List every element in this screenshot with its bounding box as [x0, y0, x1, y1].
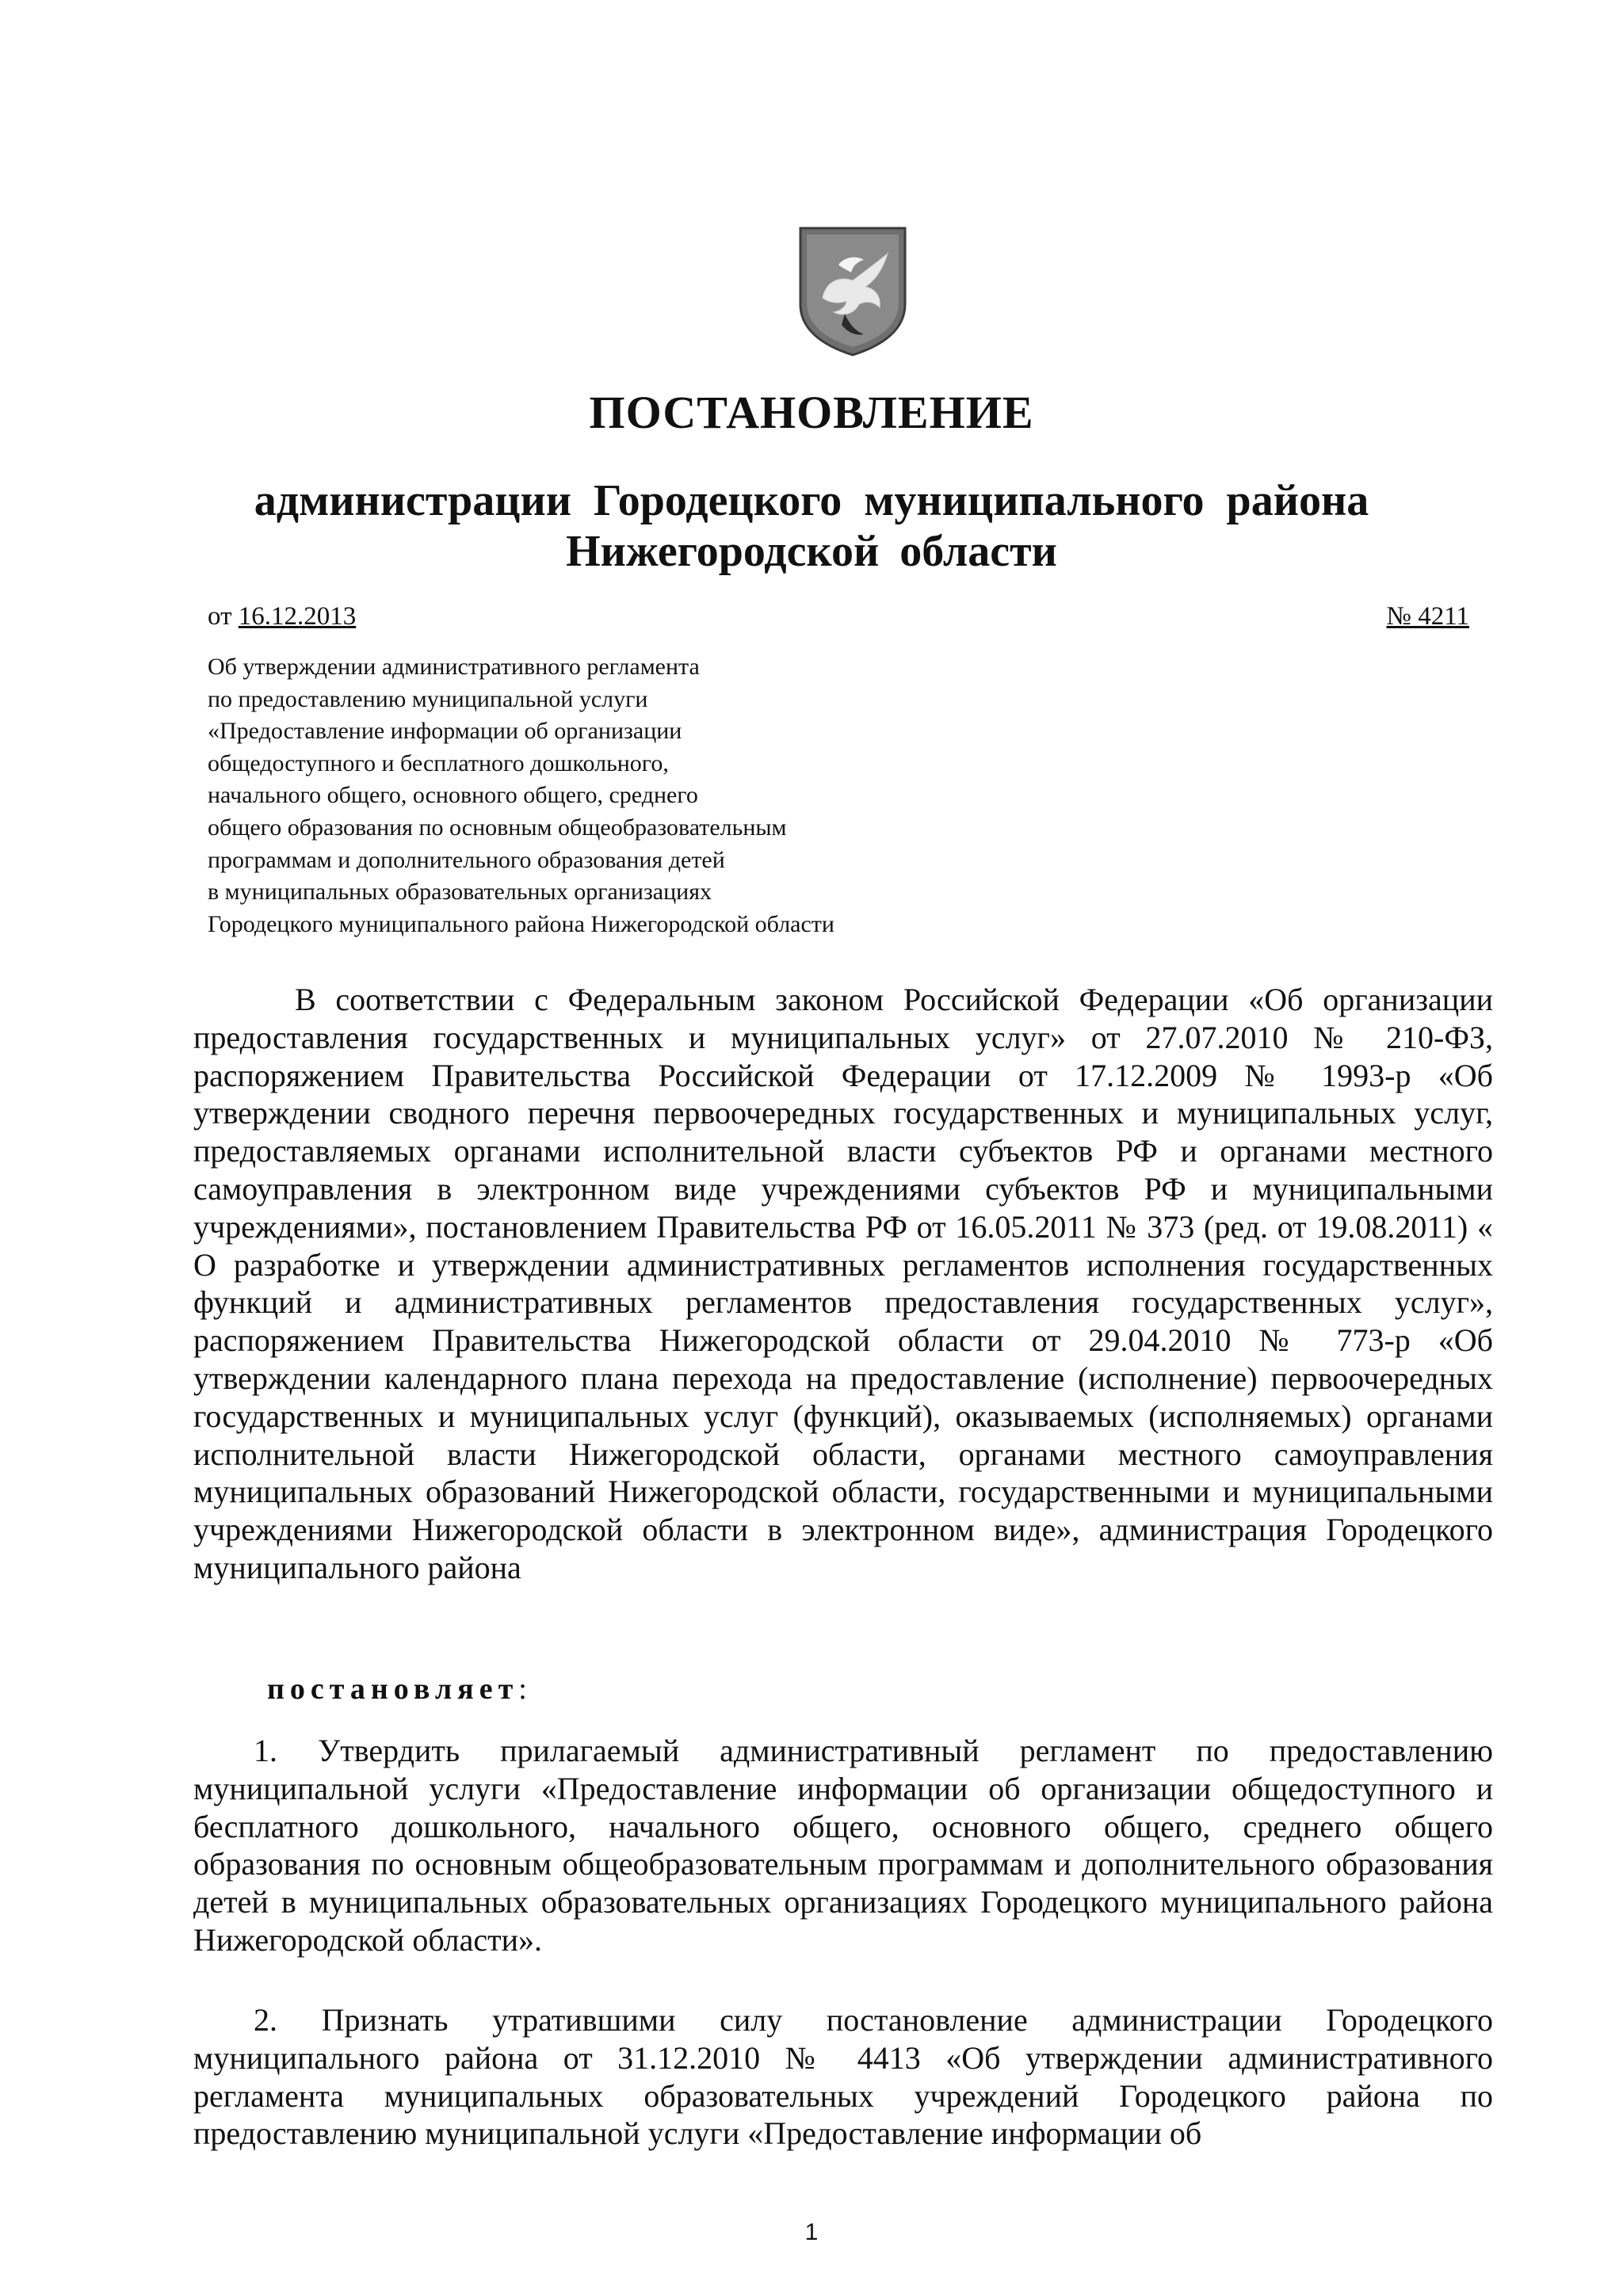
- subject-line: Городецкого муниципального района Нижегородской области: [208, 910, 834, 937]
- clause-1: 1. Утвердить прилагаемый административный регламент по предоставлению муниципальной услуги «Предоставление информации об организации общедоступного и бесплатного дошкольного, начального общего, основного общего, среднего общего образования по основным общеобразовательным программам и дополнительного образования детей в муниципальных образовательных организациях Городецкого муниципального района Нижегородской области».: [193, 1733, 1493, 1958]
- issuer-line-1: администрации Городецкого муниципального района: [254, 476, 1369, 525]
- subject-line: в муниципальных образовательных организациях: [208, 879, 712, 906]
- decree-colon: :: [518, 1672, 527, 1706]
- subject-line: по предоставлению муниципальной услуги: [208, 685, 648, 712]
- subject-line: общего образования по основным общеобразовательным: [208, 814, 787, 841]
- page-number: 1: [804, 2219, 819, 2245]
- date-prefix: от: [208, 602, 239, 631]
- subject-line: общедоступного и бесплатного дошкольного,: [208, 749, 669, 776]
- document-date: 16.12.2013: [238, 602, 357, 631]
- subject-line: Об утверждении административного регламента: [208, 654, 700, 680]
- subject-line: программам и дополнительного образования детей: [208, 846, 725, 873]
- subject-line: «Предоставление информации об организации: [208, 718, 682, 745]
- issuer-line-2: Нижегородской области: [566, 527, 1057, 576]
- coat-of-arms-icon: [797, 225, 908, 358]
- document-subject: [208, 651, 1000, 940]
- subject-line: начального общего, основного общего, среднего: [208, 782, 698, 809]
- preamble-paragraph: В соответствии с Федеральным законом Российской Федерации «Об организации предоставления государственных и муниципальных услуг» от 27.07.2010 № 210-ФЗ, распоряжением Правительства Российской Федерации от 17.12.2009 № 1993-р «Об утверждении сводного перечня первоочередных государственных и муниципальных услуг, предоставляемых органами исполнительной власти субъектов РФ и органами местного самоуправления в электронном виде учреждениями субъектов РФ и муниципальными учреждениями», постановлением Правительства РФ от 16.05.2011 № 373 (ред. от 19.08.2011) « О разработке и утверждении административных регламентов исполнения государственных функций и административных регламентов предоставления государственных услуг», распоряжением Правительства Нижегородской области от 29.04.2010 № 773-р «Об утверждении календарного плана перехода на предоставление (исполнение) первоочередных государственных и муниципальных услуг (функций), оказываемых (исполняемых) органами исполнительной власти Нижегородской области, органами местного самоуправления муниципальных образований Нижегородской области, государственными и муниципальными учреждениями Нижегородской области в электронном виде», администрация Городецкого муниципального района: [193, 982, 1493, 1585]
- issuer-heading: [0, 475, 1623, 577]
- clause-2: 2. Признать утратившими силу постановление администрации Городецкого муниципального района от 31.12.2010 № 4413 «Об утверждении административного регламента муниципальных образовательных учреждений Городецкого района по предоставлению муниципальной услуги «Предоставление информации об: [193, 2002, 1493, 2152]
- decree-line: [267, 1672, 527, 1707]
- date-number-line: [208, 601, 1469, 632]
- document-title: ПОСТАНОВЛЕНИЕ: [589, 387, 1034, 438]
- decree-word: постановляет: [267, 1672, 519, 1706]
- document-number: № 4211: [1386, 602, 1469, 631]
